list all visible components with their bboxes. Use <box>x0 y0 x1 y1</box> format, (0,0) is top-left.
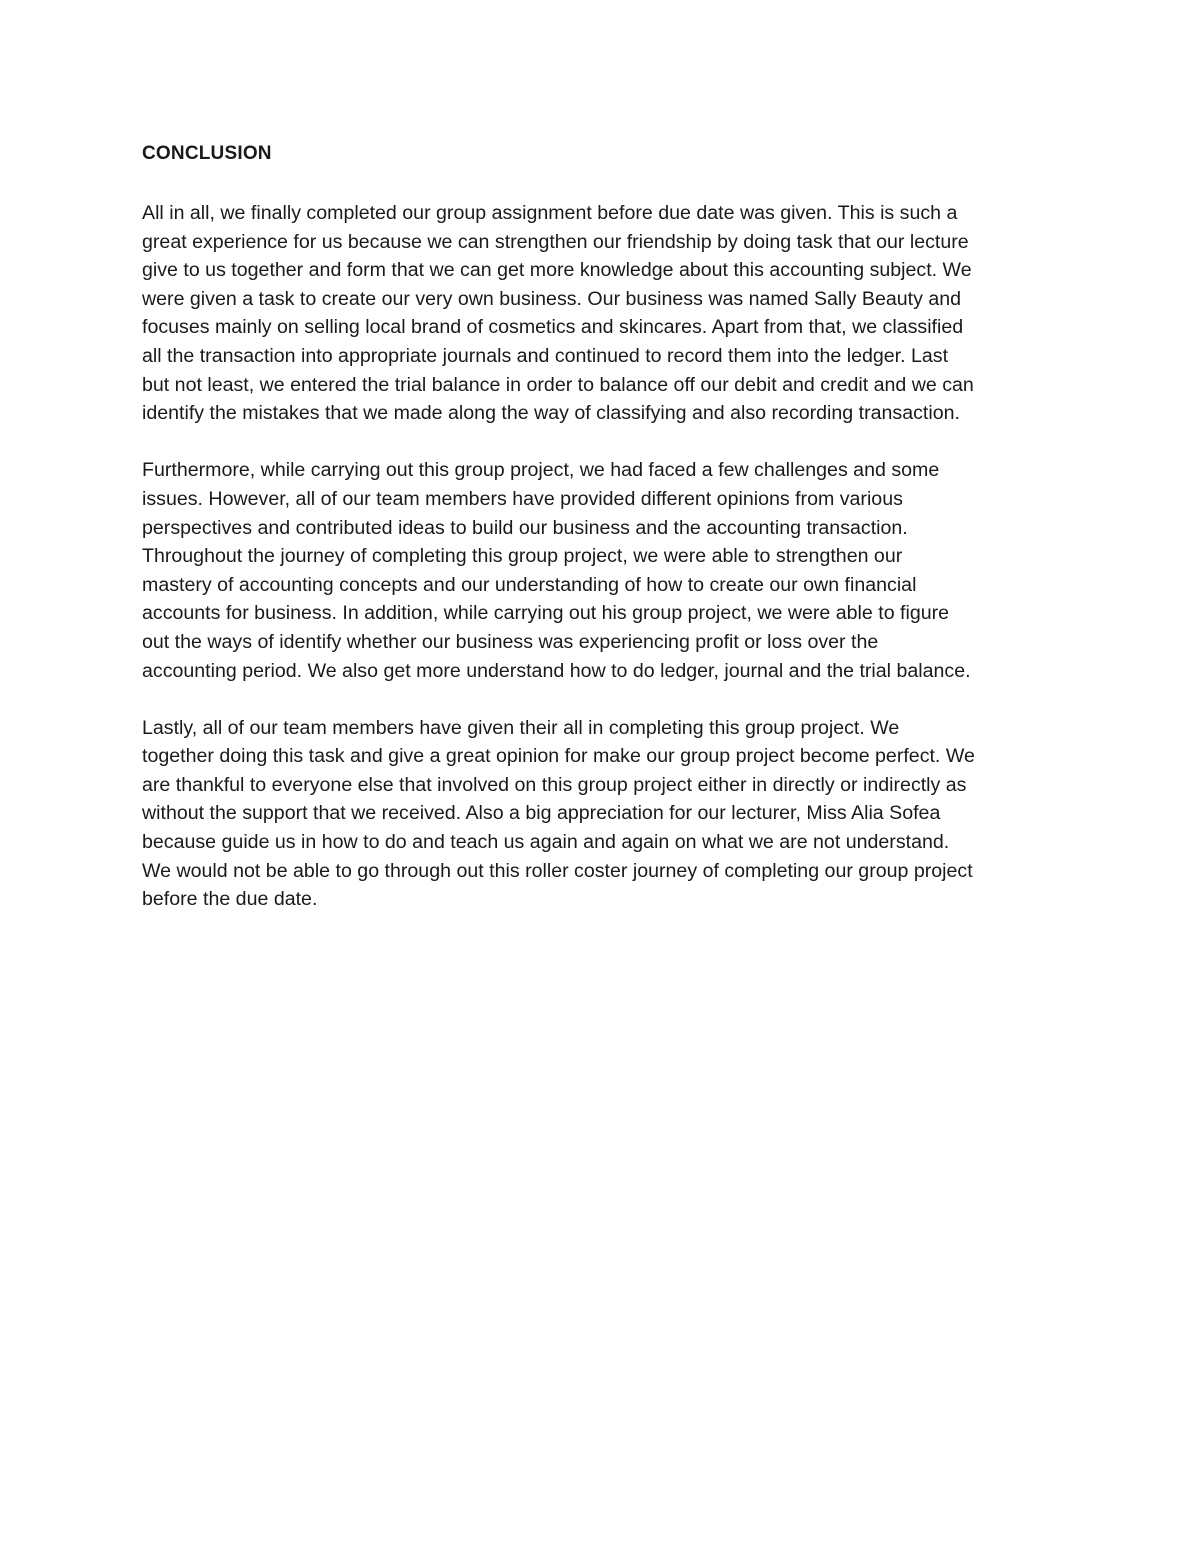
paragraph-line: together doing this task and give a great opinion for make our group project become perfect. We <box>142 745 975 768</box>
paragraph-line: but not least, we entered the trial balance in order to balance off our debit and credit and we can <box>142 373 974 396</box>
paragraph-line: all the transaction into appropriate journals and continued to record them into the ledger. Last <box>142 344 949 367</box>
paragraph-line: perspectives and contributed ideas to build our business and the accounting transaction. <box>142 516 908 539</box>
document-body <box>142 142 1067 942</box>
paragraph-line: accounts for business. In addition, while carrying out his group project, we were able to figure <box>142 602 950 625</box>
paragraph-2 <box>142 456 1067 685</box>
paragraph-line: mastery of accounting concepts and our understanding of how to create our own financial <box>142 573 917 596</box>
paragraph-line: accounting period. We also get more understand how to do ledger, journal and the trial balance. <box>142 659 971 682</box>
paragraph-line: give to us together and form that we can get more knowledge about this accounting subject. We <box>142 259 972 282</box>
paragraph-line: Furthermore, while carrying out this group project, we had faced a few challenges and some <box>142 459 940 482</box>
paragraph-line: focuses mainly on selling local brand of cosmetics and skincares. Apart from that, we classified <box>142 316 964 339</box>
paragraph-line: All in all, we finally completed our group assignment before due date was given. This is such a <box>142 202 958 224</box>
paragraph-line: identify the mistakes that we made along the way of classifying and also recording transaction. <box>142 402 960 425</box>
paragraph-line: because guide us in how to do and teach us again and again on what we are not understand. <box>142 831 950 854</box>
paragraph-line: are thankful to everyone else that involved on this group project either in directly or indirectly as <box>142 773 967 796</box>
paragraph-3 <box>142 714 1067 914</box>
paragraph-line: before the due date. <box>142 888 318 911</box>
paragraph-line: Throughout the journey of completing this group project, we were able to strengthen our <box>142 545 903 568</box>
page-title: CONCLUSION <box>142 143 272 164</box>
paragraph-line: without the support that we received. Also a big appreciation for our lecturer, Miss Alia Sofea <box>142 802 941 825</box>
paragraph-line: Lastly, all of our team members have given their all in completing this group project. We <box>142 716 900 739</box>
paragraph-line: great experience for us because we can strengthen our friendship by doing task that our lecture <box>142 230 969 253</box>
paragraph-1 <box>142 199 1067 428</box>
paragraph-line: We would not be able to go through out this roller coster journey of completing our group project <box>142 859 973 882</box>
paragraph-line: were given a task to create our very own business. Our business was named Sally Beauty and <box>142 287 962 310</box>
paragraph-line: out the ways of identify whether our business was experiencing profit or loss over the <box>142 630 879 653</box>
paragraph-line: issues. However, all of our team members have provided different opinions from various <box>142 487 903 510</box>
